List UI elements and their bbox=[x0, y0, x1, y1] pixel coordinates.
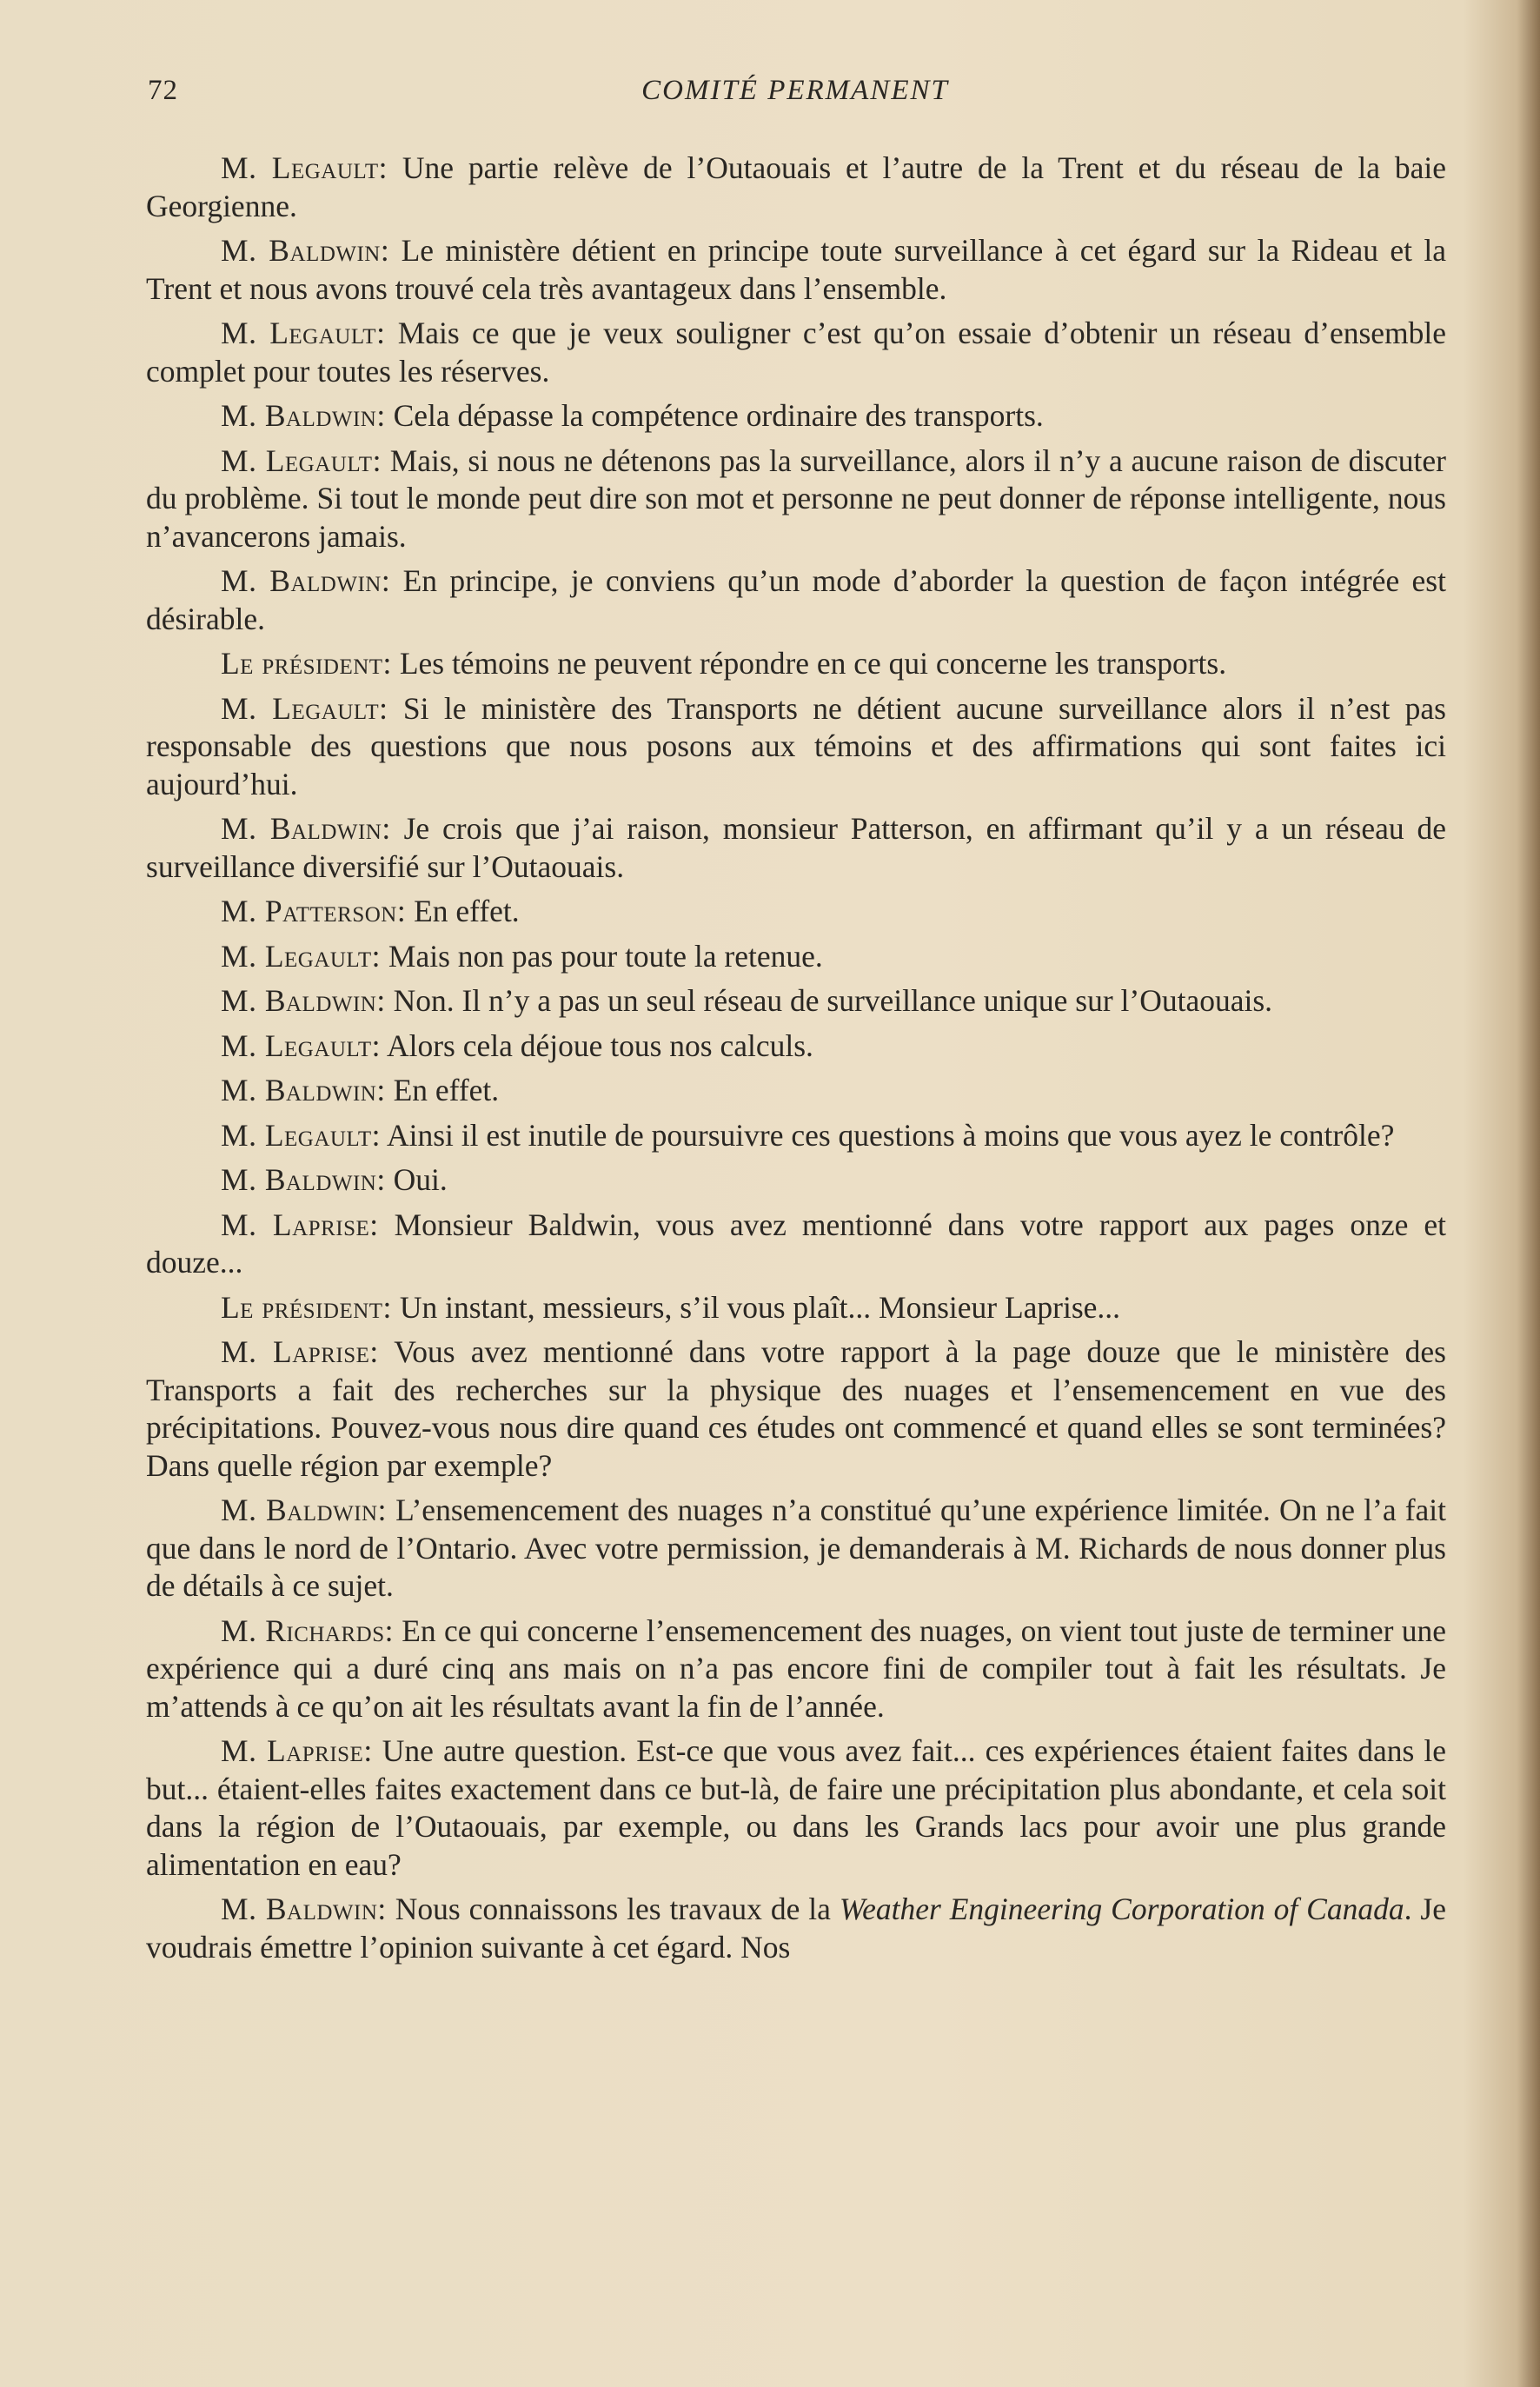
paragraph bbox=[146, 1207, 1446, 1282]
speaker-name: M. Baldwin: bbox=[221, 811, 391, 846]
paragraph-text: Un instant, messieurs, s’il vous plaît... Monsieur Laprise... bbox=[391, 1289, 1121, 1325]
speaker-name: M. Legault: bbox=[221, 1117, 382, 1153]
paragraph-text: Vous avez mentionné dans votre rapport à la page douze que le ministère des Transports a fait des recherches sur la physique des nuages et l’ensemencement en vue des précipitations. Pouvez-vous nous dire quand ces études ont commencé et quand elles se sont terminées? Dans quelle région par exemple? bbox=[146, 1334, 1446, 1483]
paragraph bbox=[146, 562, 1446, 638]
company-name-italic: Weather Engineering Corporation of Canada bbox=[839, 1892, 1404, 1926]
speaker-name: M. Baldwin: bbox=[221, 233, 390, 268]
running-head: COMITÉ PERMANENT bbox=[641, 75, 949, 106]
speaker-name: M. Laprise: bbox=[221, 1334, 379, 1369]
speaker-name: M. Richards: bbox=[221, 1612, 394, 1648]
speaker-name: M. Legault: bbox=[221, 150, 388, 185]
paragraph-text: Cela dépasse la compétence ordinaire des transports. bbox=[385, 398, 1044, 433]
paragraph-text-tail: . Je voudrais émettre l’opinion suivante à cet égard. Nos bbox=[146, 1892, 1446, 1965]
speaker-name: M. Baldwin: bbox=[221, 983, 386, 1018]
paragraph bbox=[146, 1117, 1446, 1155]
paragraph bbox=[146, 150, 1446, 225]
speaker-name: M. Baldwin: bbox=[221, 563, 391, 598]
speaker-name: M. Patterson: bbox=[221, 894, 407, 928]
paragraph-text: Non. Il n’y a pas un seul réseau de surveillance unique sur l’Outaouais. bbox=[385, 983, 1273, 1018]
paragraph-text: Je crois que j’ai raison, monsieur Patterson, en affirmant qu’il y a un réseau de surveillance diversifié sur l’Outaouais. bbox=[146, 811, 1446, 884]
paragraph bbox=[146, 1289, 1446, 1327]
speaker-name: M. Laprise: bbox=[221, 1733, 373, 1768]
speaker-name: Le président: bbox=[221, 646, 392, 681]
paragraph-text: Alors cela déjoue tous nos calculs. bbox=[381, 1027, 813, 1063]
paragraph bbox=[146, 982, 1446, 1021]
paragraph bbox=[146, 690, 1446, 804]
paragraph-text: L’ensemencement des nuages n’a constitué qu’une expérience limitée. On ne l’a fait que dans le nord de l’Ontario. Avec votre permission, je demanderais à M. Richards de nous donner plus de détails à ce sujet. bbox=[146, 1493, 1446, 1603]
paragraph-text: Monsieur Baldwin, vous avez mentionné dans votre rapport aux pages onze et douze... bbox=[146, 1207, 1446, 1280]
speaker-name: M. Baldwin: bbox=[221, 1493, 387, 1527]
paragraph bbox=[146, 1732, 1446, 1884]
paragraph bbox=[146, 1072, 1446, 1110]
speaker-name: M. Baldwin: bbox=[221, 398, 386, 433]
paragraph-text: En effet. bbox=[385, 1073, 500, 1107]
paragraph-text: Une autre question. Est-ce que vous avez fait... ces expériences étaient faites dans le but... étaient-elles faites exactement dans ce but-là, de faire une précipitation plus abondante, et cela soit dans la région de l’Outaouais, par exemple, ou dans les Grands lacs pour avoir une plus grande alimentation en eau? bbox=[146, 1733, 1446, 1882]
paragraph-text: Le ministère détient en principe toute surveillance à cet égard sur la Rideau et la Trent et nous avons trouvé cela très avantageux dans l’ensemble. bbox=[146, 233, 1447, 306]
speaker-name: M. Legault: bbox=[221, 442, 382, 478]
paragraph-text: Oui. bbox=[385, 1162, 448, 1197]
paragraph bbox=[146, 645, 1446, 683]
page-number: 72 bbox=[148, 75, 178, 106]
paragraph-text: Nous connaissons les travaux de la bbox=[386, 1892, 840, 1926]
speaker-name: M. Legault: bbox=[221, 316, 386, 350]
paragraph bbox=[146, 232, 1446, 308]
paragraph-text: Les témoins ne peuvent répondre en ce qui concerne les transports. bbox=[391, 646, 1227, 681]
paragraph-text: Mais non pas pour toute la retenue. bbox=[381, 938, 823, 974]
paragraph-text: Une partie relève de l’Outaouais et l’autre de la Trent et du réseau de la baie Georgienne. bbox=[146, 150, 1446, 223]
transcript-body bbox=[146, 150, 1446, 1973]
speaker-name: M. Baldwin: bbox=[221, 1073, 386, 1107]
speaker-name: M. Baldwin: bbox=[221, 1892, 387, 1926]
paragraph-text: En ce qui concerne l’ensemencement des nuages, on vient tout juste de terminer une expérience qui a duré cinq ans mais on n’a pas encore fini de compiler tout à fait les résultats. Je m’attends à ce qu’on ait les résultats avant la fin de l’année. bbox=[146, 1612, 1446, 1724]
paragraph bbox=[146, 1891, 1446, 1966]
paragraph-text: Si le ministère des Transports ne détient aucune surveillance alors il n’est pas responsable des questions que nous posons aux témoins et des affirmations qui sont faites ici aujourd’hui. bbox=[146, 690, 1446, 801]
paragraph bbox=[146, 810, 1446, 886]
paragraph bbox=[146, 315, 1446, 390]
paragraph bbox=[146, 938, 1446, 976]
paragraph-text: Mais ce que je veux souligner c’est qu’on essaie d’obtenir un réseau d’ensemble complet pour toutes les réserves. bbox=[146, 316, 1447, 389]
page-header bbox=[148, 75, 1443, 118]
paragraph-text: Mais, si nous ne détenons pas la surveillance, alors il n’y a aucune raison de discuter du problème. Si tout le monde peut dire son mot et personne ne peut donner de réponse intelligente, nous n’avancerons jamais. bbox=[146, 442, 1446, 554]
paragraph bbox=[146, 442, 1446, 556]
speaker-name: Le président: bbox=[221, 1289, 392, 1325]
paragraph bbox=[146, 1161, 1446, 1200]
paragraph-text: Ainsi il est inutile de poursuivre ces questions à moins que vous ayez le contrôle? bbox=[381, 1117, 1395, 1153]
paragraph-text: En effet. bbox=[406, 894, 520, 928]
speaker-name: M. Laprise: bbox=[221, 1207, 379, 1242]
speaker-name: M. Legault: bbox=[221, 938, 382, 974]
speaker-name: M. Legault: bbox=[221, 690, 388, 726]
paragraph bbox=[146, 893, 1446, 931]
paragraph bbox=[146, 397, 1446, 436]
paragraph bbox=[146, 1027, 1446, 1066]
paragraph bbox=[146, 1333, 1446, 1485]
speaker-name: M. Legault: bbox=[221, 1027, 382, 1063]
paragraph-text: En principe, je conviens qu’un mode d’aborder la question de façon intégrée est désirable. bbox=[146, 563, 1446, 636]
paragraph bbox=[146, 1612, 1446, 1726]
paragraph bbox=[146, 1492, 1446, 1606]
speaker-name: M. Baldwin: bbox=[221, 1162, 386, 1197]
